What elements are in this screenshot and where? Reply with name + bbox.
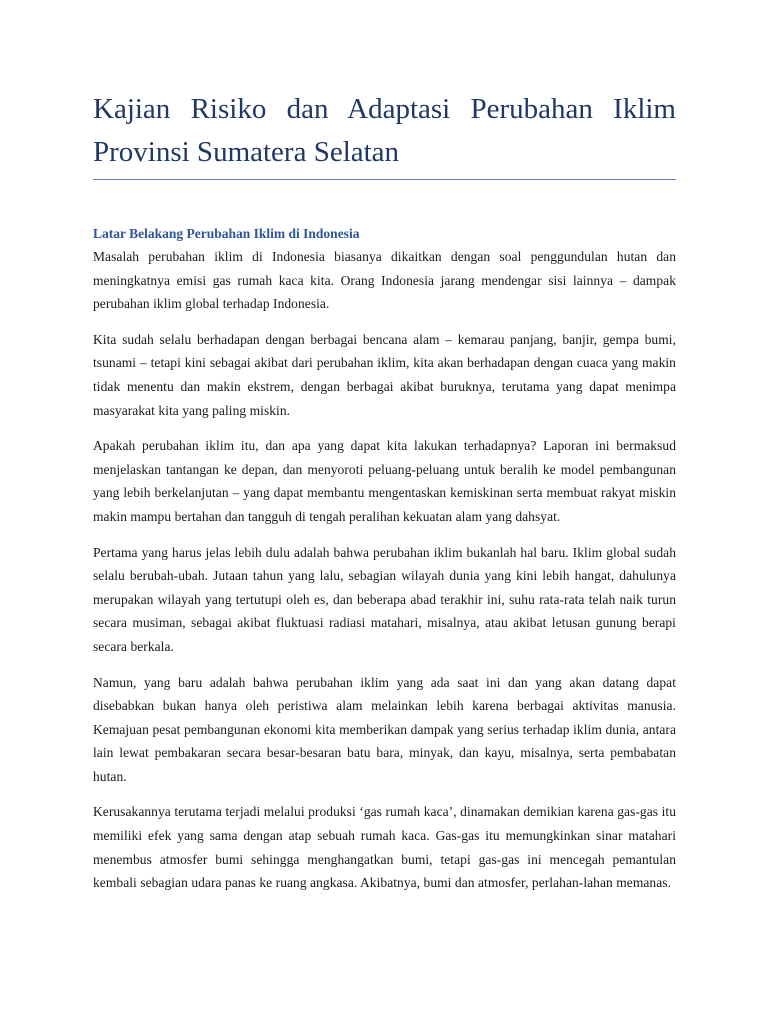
paragraph-4: Pertama yang harus jelas lebih dulu adalah bahwa perubahan iklim bukanlah hal baru. Iklim global sudah selalu berubah-ubah. Jutaan tahun yang lalu, sebagian wilayah dunia yang kini lebih hangat, dahulunya merupakan wilayah yang tertutupi oleh es, dan beberapa abad terakhir ini, suhu rata-rata telah naik turun secara musiman, sebagai akibat fluktuasi radiasi matahari, misalnya, atau akibat letusan gunung berapi secara berkala.	[93, 544, 676, 654]
section-heading: Latar Belakang Perubahan Iklim di Indonesia	[93, 226, 360, 241]
paragraph-3: Apakah perubahan iklim itu, dan apa yang dapat kita lakukan terhadapnya? Laporan ini bermaksud menjelaskan tantangan ke depan, dan menyoroti peluang-peluang untuk beralih ke model pembangunan yang lebih berkelanjutan – yang dapat membantu mengentaskan kemiskinan serta membuat rakyat miskin makin mampu bertahan dan tangguh di tengah peralihan kekuatan alam yang dahsyat.	[93, 438, 676, 524]
paragraph-1: Masalah perubahan iklim di Indonesia biasanya dikaitkan dengan soal penggundulan hutan dan meningkatnya emisi gas rumah kaca kita. Orang Indonesia jarang mendengar sisi lainnya – dampak perubahan iklim global terhadap Indonesia.	[93, 249, 676, 312]
paragraph-5: Namun, yang baru adalah bahwa perubahan iklim yang ada saat ini dan yang akan datang dapat disebabkan bukan hanya oleh peristiwa alam melainkan lebih karena berbagai aktivitas manusia. Kemajuan pesat pembangunan ekonomi kita memberikan dampak yang serius terhadap iklim dunia, antara lain lewat pembakaran secara besar-besaran batu bara, minyak, dan kayu, misalnya, serta pembabatan hutan.	[93, 674, 676, 784]
paragraph-6: Kerusakannya terutama terjadi melalui produksi ‘gas rumah kaca’, dinamakan demikian karena gas-gas itu memiliki efek yang sama dengan atap sebuah rumah kaca. Gas-gas itu memungkinkan sinar matahari menembus atmosfer bumi sehingga menghangatkan bumi, tetapi gas-gas ini mencegah pemantulan kembali sebagian udara panas ke ruang angkasa. Akibatnya, bumi dan atmosfer, perlahan-lahan memanas.	[93, 804, 676, 891]
document-title: Kajian Risiko dan Adaptasi Perubahan Iklim Provinsi Sumatera Selatan	[93, 93, 676, 168]
paragraph-2: Kita sudah selalu berhadapan dengan berbagai bencana alam – kemarau panjang, banjir, gempa bumi, tsunami – tetapi kini sebagai akibat dari perubahan iklim, kita akan berhadapan dengan cuaca yang makin tidak menentu dan makin ekstrem, dengan berbagai akibat buruknya, terutama yang dapat menimpa masyarakat kita yang paling miskin.	[93, 331, 676, 418]
title-underline-rule	[93, 179, 676, 180]
document-page	[93, 0, 676, 907]
